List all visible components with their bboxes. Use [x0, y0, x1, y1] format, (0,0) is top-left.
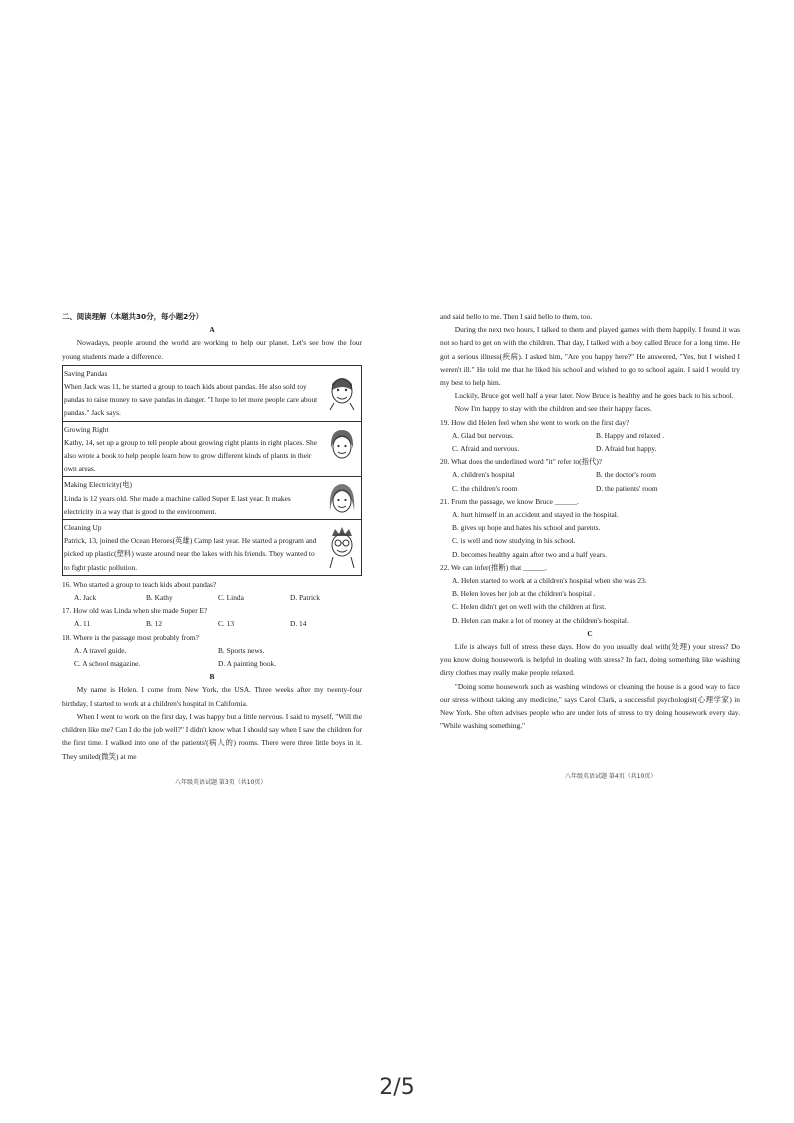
- page-indicator: 2/5: [379, 1075, 415, 1100]
- box-saving-pandas: [63, 366, 361, 422]
- option: B. gives up hope and hates his school and parents.: [452, 523, 601, 533]
- option: C. Afraid and nervous.: [452, 444, 520, 454]
- option: A. hurt himself in an accident and stayed in the hospital.: [452, 510, 619, 520]
- box-body: When Jack was 11, he started a group to teach kids about pandas. He also sold toy pandas to raise money to save pandas in danger. "I hope to let more people care about pandas." Jack says.: [64, 382, 318, 418]
- question-19-options-row2: [440, 442, 740, 455]
- box-title: Cleaning Up: [64, 523, 102, 533]
- girl-portrait-icon: [326, 426, 358, 466]
- option: C. A school magazine.: [74, 659, 141, 669]
- question-16: 16. Who started a group to teach kids about pandas?: [62, 579, 217, 589]
- passage-b-paragraph: When I went to work on the first day, I was happy but a little nervous. I said to myself, "Will the children like me? Can I do the job well?" I didn't know what I should say when I saw the children for the first time. I walked into one of the patients'(病人的) rooms. There were three little boys in it. They smiled(微笑) at me: [62, 711, 362, 761]
- option: C. the children's room: [452, 483, 518, 493]
- option: D. the patients' room: [596, 483, 658, 493]
- girl-portrait-icon: [326, 481, 358, 521]
- passage-a-intro: Nowadays, people around the world are working to help our planet. Let's see how the four young students made a difference.: [62, 338, 362, 361]
- option: B. 12: [146, 619, 163, 629]
- option: A. A travel guide.: [74, 645, 127, 655]
- option: A. Helen started to work at a children's hospital when she was 23.: [452, 576, 647, 586]
- boy-portrait-icon: [326, 370, 358, 410]
- question-16-options: [62, 591, 362, 604]
- question-18-options-row2: [62, 657, 362, 670]
- passage-c-label: C: [587, 628, 593, 638]
- box-cleaning-up: [63, 520, 361, 575]
- question-22: 22. We can infer(推断) that ______.: [440, 562, 548, 572]
- student-boxes: [62, 365, 362, 576]
- option: C. is well and now studying in his school.: [452, 536, 576, 546]
- box-growing-right: [63, 422, 361, 478]
- question-20-options-row2: [440, 482, 740, 495]
- page-footer-left: 八年级英语试题 第3页（共10页）: [175, 779, 267, 786]
- option: A. Glad but nervous.: [452, 430, 514, 440]
- boy-with-glasses-icon: [326, 524, 358, 568]
- option: D. Helen can make a lot of money at the children's hospital.: [452, 615, 629, 625]
- question-17: 17. How old was Linda when she made Super E?: [62, 606, 208, 616]
- page-footer-right: 八年级英语试题 第4页（共10页）: [565, 773, 657, 780]
- passage-c-paragraph: "Doing some housework such as washing windows or cleaning the house is a good way to face our stress without taking any medicine," says Carol Clark, a successful psychologist(心理学家) in New York. She often advises people who are under lots of stress to try doing housework every day. "While washing something,": [440, 681, 740, 731]
- passage-b-continued: and said hello to me. Then I said hello to them, too.: [440, 312, 593, 321]
- option: D. A painting book.: [218, 659, 277, 669]
- option: D. becomes healthy again after two and a half years.: [452, 549, 607, 559]
- option: A. Jack: [74, 593, 97, 603]
- passage-b-paragraph: Luckily, Bruce got well half a year later. Now Bruce is healthy and he goes back to his school.: [454, 391, 734, 401]
- option: B. Sports news.: [218, 645, 265, 655]
- passage-b-paragraph: Now I'm happy to stay with the children and see their happy faces.: [454, 404, 652, 414]
- question-18: 18. Where is the passage most probably from?: [62, 632, 199, 642]
- option: B. Helen loves her job at the children's hospital .: [452, 589, 596, 599]
- question-21: 21. From the passage, we know Bruce ______.: [440, 496, 579, 506]
- option: D. Patrick: [290, 593, 320, 603]
- box-body: Linda is 12 years old. She made a machine called Super E last year. It makes electricity in a way that is good to the environment.: [64, 493, 291, 516]
- option: C. Linda: [218, 593, 244, 603]
- option: D. 14: [290, 619, 307, 629]
- section-title: 二、阅读理解（本题共30分，每小题2分）: [62, 312, 204, 321]
- box-body: Patrick, 13, joined the Ocean Heroes(英雄) Camp last year. He started a program and picked up plastic(塑料) waste around near the lakes with his friends. They wanted to to fight plastic pollution.: [64, 536, 317, 572]
- passage-a-label: A: [209, 325, 215, 335]
- option: A. 11: [74, 619, 91, 629]
- passage-b-paragraph: During the next two hours, I talked to them and played games with them happily. I found it was not so hard to get on with the children. That day, I talked with a boy called Bruce for a long time. He got a serious illness(疾病). I asked him, "Are you happy here?" He answered, "Yes, but I wished I weren't ill." He told me that he liked his school and wished to go to school again. I said I would try my best to help him.: [440, 325, 740, 388]
- passage-b-label: B: [209, 672, 215, 682]
- option: B. the doctor's room: [596, 470, 657, 480]
- box-title: Saving Pandas: [64, 368, 108, 378]
- question-19: 19. How did Helen feel when she went to work on the first day?: [440, 417, 630, 427]
- left-column: [62, 310, 362, 763]
- right-column: [440, 310, 740, 733]
- passage-c-paragraph: Life is always full of stress these days. How do you usually deal with(处理) your stress? Do you know doing housework is helpful in dealing with stress? In fact, doing something like washing dirty clothes may really make people relaxed.: [440, 642, 740, 678]
- option: A. children's hospital: [452, 470, 515, 480]
- passage-b-paragraph: My name is Helen. I come from New York, the USA. Three weeks after my twenty-four birthday, I started to work at a children's hospital in California.: [62, 685, 362, 708]
- option: C. Helen didn't get on well with the children at first.: [452, 602, 607, 612]
- option: D. Afraid but happy.: [596, 444, 657, 454]
- question-19-options-row1: [440, 429, 740, 442]
- box-title: Making Electricity(电): [64, 480, 132, 490]
- option: C. 13: [218, 619, 235, 629]
- question-17-options: [62, 617, 362, 630]
- box-making-electricity: [63, 477, 361, 520]
- box-title: Growing Right: [64, 424, 109, 434]
- option: B. Happy and relaxed .: [596, 430, 665, 440]
- option: B. Kathy: [146, 593, 173, 603]
- box-body: Kathy, 14, set up a group to tell people about growing right plants in right places. She also wrote a book to help people learn how to grow different kinds of plants in their own areas.: [64, 437, 318, 474]
- question-18-options-row1: [62, 644, 362, 657]
- question-20-options-row1: [440, 468, 740, 481]
- question-20: 20. What does the underlined word "it" refer to(指代)?: [440, 457, 603, 467]
